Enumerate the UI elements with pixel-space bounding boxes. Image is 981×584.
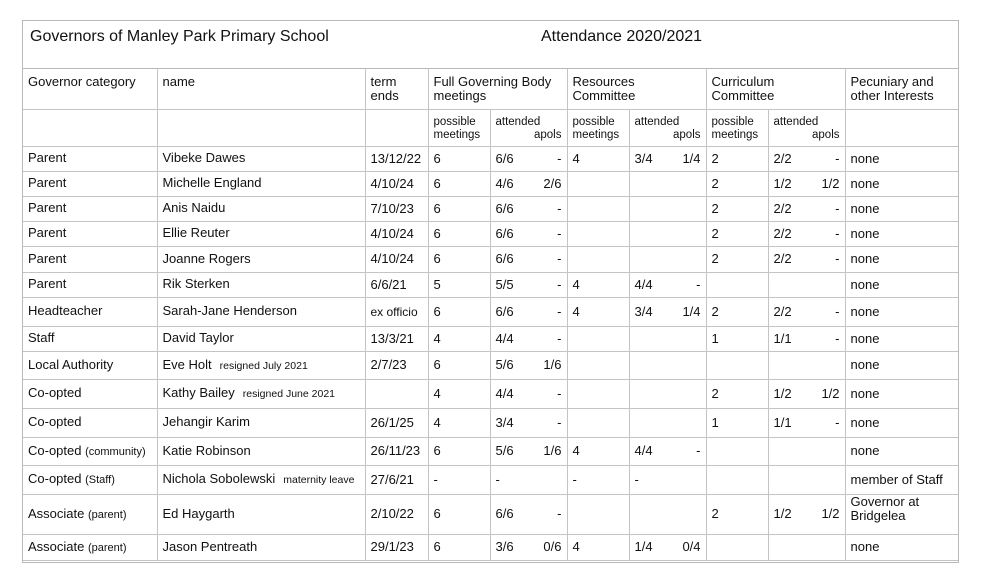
fgb-attendance bbox=[490, 326, 567, 351]
cur-possible: 2 bbox=[706, 246, 768, 272]
governor-row bbox=[23, 534, 958, 560]
pecuniary-interest: none bbox=[845, 246, 958, 272]
pecuniary-interest: none bbox=[845, 326, 958, 351]
name-text: Joanne Rogers bbox=[162, 250, 251, 266]
governor-name bbox=[157, 534, 365, 560]
subheader-row bbox=[23, 109, 958, 146]
fgb-attendance-attended: 4/4 bbox=[495, 385, 514, 401]
governor-name bbox=[157, 465, 365, 494]
cur-possible: 1 bbox=[706, 408, 768, 437]
cur-attendance bbox=[768, 196, 845, 221]
governor-row bbox=[23, 272, 958, 297]
governor-name bbox=[157, 408, 365, 437]
term-ends: 26/1/25 bbox=[365, 408, 428, 437]
cur-possible: 2 bbox=[706, 146, 768, 171]
fgb-possible: 6 bbox=[428, 494, 490, 534]
governor-row bbox=[23, 297, 958, 326]
category-qualifier: (parent) bbox=[88, 541, 127, 554]
col-governor-category: Governor category bbox=[23, 69, 157, 109]
cur-attendance-apols: - bbox=[835, 200, 840, 216]
column-header-row bbox=[23, 69, 958, 109]
pecuniary-interest: none bbox=[845, 146, 958, 171]
res-possible: - bbox=[567, 465, 629, 494]
res-attendance bbox=[629, 196, 706, 221]
pecuniary-interest: none bbox=[845, 171, 958, 196]
governor-name bbox=[157, 196, 365, 221]
res-attendance-apols: 1/4 bbox=[682, 150, 701, 166]
res-attendance-attended: 3/4 bbox=[634, 150, 653, 166]
fgb-attendance-apols: 1/6 bbox=[543, 357, 562, 372]
apols-label: apols bbox=[812, 128, 840, 141]
governor-name bbox=[157, 246, 365, 272]
cur-attendance bbox=[768, 146, 845, 171]
cur-attendance bbox=[768, 272, 845, 297]
fgb-attendance-apols: 2/6 bbox=[543, 175, 562, 191]
status-note: resigned June 2021 bbox=[242, 388, 336, 400]
attended-label: attended bbox=[634, 115, 680, 128]
governor-row bbox=[23, 196, 958, 221]
cur-possible bbox=[706, 437, 768, 465]
res-attendance bbox=[629, 351, 706, 379]
governor-category bbox=[23, 246, 157, 272]
name-text: Eve Holt bbox=[162, 356, 212, 372]
category-qualifier: (Staff) bbox=[85, 474, 115, 486]
res-attendance bbox=[629, 379, 706, 408]
cur-possible: 2 bbox=[706, 297, 768, 326]
category-text: Local Authority bbox=[28, 356, 114, 372]
fgb-attendance-apols: - bbox=[557, 276, 562, 292]
cur-attendance bbox=[768, 437, 845, 465]
term-ends: 2/10/22 bbox=[365, 494, 428, 534]
governor-row bbox=[23, 408, 958, 437]
name-text: Michelle England bbox=[162, 175, 262, 190]
subheader-empty bbox=[365, 109, 428, 146]
fgb-possible: 5 bbox=[428, 272, 490, 297]
col-full-governing-body: Full Governing Body meetings bbox=[428, 69, 567, 109]
res-possible bbox=[567, 326, 629, 351]
category-text: Co-opted bbox=[28, 442, 82, 458]
fgb-attendance-attended: 5/6 bbox=[495, 443, 514, 458]
res-possible: 4 bbox=[567, 534, 629, 560]
cur-possible: 2 bbox=[706, 494, 768, 534]
fgb-attendance-attended: 6/6 bbox=[495, 200, 514, 216]
fgb-attendance bbox=[490, 437, 567, 465]
cur-attendance-attended: 2/2 bbox=[773, 225, 792, 241]
res-attendance-attended: 3/4 bbox=[634, 303, 653, 319]
col-name: name bbox=[157, 69, 365, 109]
res-attendance bbox=[629, 297, 706, 326]
term-ends: 26/11/23 bbox=[365, 437, 428, 465]
cur-attendance-attended: 2/2 bbox=[773, 251, 792, 266]
term-ends: 4/10/24 bbox=[365, 221, 428, 246]
term-ends: 27/6/21 bbox=[365, 465, 428, 494]
cur-attendance-attended: 2/2 bbox=[773, 150, 792, 166]
pecuniary-interest: none bbox=[845, 534, 958, 560]
governor-category bbox=[23, 465, 157, 494]
category-text: Co-opted bbox=[28, 385, 82, 400]
cur-attendance-apols: 1/2 bbox=[821, 175, 840, 191]
fgb-attendance-apols: - bbox=[557, 225, 562, 241]
col-pecuniary-interests: Pecuniary and other Interests bbox=[845, 69, 958, 109]
attendance-sheet bbox=[22, 20, 959, 563]
term-ends: 2/7/23 bbox=[365, 351, 428, 379]
category-text: Co-opted bbox=[28, 414, 82, 429]
governor-category bbox=[23, 534, 157, 560]
governor-row bbox=[23, 465, 958, 494]
cur-attendance-attended: 1/2 bbox=[773, 385, 792, 401]
fgb-attendance-attended: - bbox=[495, 471, 500, 487]
governor-row bbox=[23, 146, 958, 171]
fgb-possible: 4 bbox=[428, 408, 490, 437]
res-attendance bbox=[629, 171, 706, 196]
apols-label: apols bbox=[534, 128, 562, 141]
fgb-possible: 6 bbox=[428, 534, 490, 560]
fgb-attendance bbox=[490, 221, 567, 246]
term-ends: 4/10/24 bbox=[365, 171, 428, 196]
governor-category bbox=[23, 196, 157, 221]
res-possible bbox=[567, 196, 629, 221]
name-text: Rik Sterken bbox=[162, 276, 230, 291]
status-note: resigned July 2021 bbox=[219, 359, 308, 372]
res-possible: 4 bbox=[567, 146, 629, 171]
governor-row bbox=[23, 379, 958, 408]
fgb-possible: 6 bbox=[428, 171, 490, 196]
res-possible bbox=[567, 171, 629, 196]
attendance-period: Attendance 2020/2021 bbox=[541, 28, 703, 45]
fgb-attendance-attended: 6/6 bbox=[495, 506, 514, 521]
fgb-attendance bbox=[490, 246, 567, 272]
pecuniary-interest: member of Staff bbox=[845, 465, 958, 494]
fgb-possible: 6 bbox=[428, 246, 490, 272]
category-text: Parent bbox=[28, 200, 67, 215]
name-text: Ellie Reuter bbox=[162, 225, 230, 240]
name-text: David Taylor bbox=[162, 330, 234, 345]
fgb-possible: 6 bbox=[428, 437, 490, 465]
subhdr-res-attended bbox=[629, 109, 706, 146]
pecuniary-interest: none bbox=[845, 297, 958, 326]
governor-category bbox=[23, 171, 157, 196]
governor-name bbox=[157, 297, 365, 326]
attended-label: attended bbox=[773, 115, 819, 128]
category-qualifier: (parent) bbox=[88, 508, 127, 521]
cur-possible bbox=[706, 534, 768, 560]
governor-row bbox=[23, 437, 958, 465]
term-ends: 13/3/21 bbox=[365, 326, 428, 351]
governor-name bbox=[157, 272, 365, 297]
res-attendance bbox=[629, 494, 706, 534]
cur-attendance-apols: 1/2 bbox=[821, 385, 840, 401]
cur-attendance-apols: - bbox=[835, 303, 840, 319]
fgb-attendance-apols: - bbox=[557, 150, 562, 166]
cur-attendance bbox=[768, 326, 845, 351]
pecuniary-interest: none bbox=[845, 379, 958, 408]
res-possible bbox=[567, 351, 629, 379]
res-possible bbox=[567, 408, 629, 437]
category-text: Associate bbox=[28, 538, 85, 554]
res-attendance-apols: 1/4 bbox=[682, 303, 701, 319]
term-ends: ex officio bbox=[365, 297, 428, 326]
fgb-attendance-attended: 6/6 bbox=[495, 225, 514, 241]
res-possible bbox=[567, 379, 629, 408]
governor-category bbox=[23, 297, 157, 326]
governor-category bbox=[23, 494, 157, 534]
fgb-attendance-apols: 1/6 bbox=[543, 443, 562, 458]
cur-attendance bbox=[768, 351, 845, 379]
category-text: Parent bbox=[28, 175, 67, 190]
fgb-possible: 6 bbox=[428, 146, 490, 171]
cur-attendance bbox=[768, 171, 845, 196]
fgb-attendance bbox=[490, 494, 567, 534]
term-ends: 7/10/23 bbox=[365, 196, 428, 221]
category-text: Parent bbox=[28, 250, 67, 266]
governor-category bbox=[23, 326, 157, 351]
fgb-attendance bbox=[490, 297, 567, 326]
name-text: Kathy Bailey bbox=[162, 385, 235, 400]
pecuniary-interest: Governor at Bridgelea bbox=[845, 494, 958, 534]
category-qualifier: (community) bbox=[85, 445, 146, 458]
res-attendance-attended: 1/4 bbox=[634, 539, 653, 554]
governor-name bbox=[157, 146, 365, 171]
res-possible: 4 bbox=[567, 437, 629, 465]
term-ends: 6/6/21 bbox=[365, 272, 428, 297]
col-resources-committee: Resources Committee bbox=[567, 69, 706, 109]
fgb-attendance-attended: 6/6 bbox=[495, 303, 514, 319]
res-attendance bbox=[629, 326, 706, 351]
title-bar bbox=[23, 21, 958, 69]
governor-name bbox=[157, 437, 365, 465]
cur-possible bbox=[706, 272, 768, 297]
fgb-attendance-attended: 3/6 bbox=[495, 539, 514, 554]
fgb-possible: 4 bbox=[428, 326, 490, 351]
governor-row bbox=[23, 171, 958, 196]
cur-attendance bbox=[768, 408, 845, 437]
governor-category bbox=[23, 408, 157, 437]
pecuniary-interest: none bbox=[845, 408, 958, 437]
cur-possible: 2 bbox=[706, 196, 768, 221]
cur-attendance-attended: 1/2 bbox=[773, 175, 792, 191]
governor-name bbox=[157, 326, 365, 351]
cur-attendance bbox=[768, 246, 845, 272]
name-text: Nichola Sobolewski bbox=[162, 471, 276, 486]
fgb-attendance-attended: 4/4 bbox=[495, 330, 514, 346]
cur-attendance bbox=[768, 465, 845, 494]
name-text: Jehangir Karim bbox=[162, 414, 250, 429]
res-attendance bbox=[629, 408, 706, 437]
res-attendance-apols: - bbox=[696, 276, 701, 292]
subhdr-fgb-possible: possible meetings bbox=[428, 109, 490, 146]
category-text: Staff bbox=[28, 330, 55, 345]
category-text: Co-opted bbox=[28, 471, 82, 486]
pecuniary-interest: none bbox=[845, 272, 958, 297]
subhdr-cur-possible: possible meetings bbox=[706, 109, 768, 146]
fgb-attendance-attended: 5/5 bbox=[495, 276, 514, 292]
res-attendance-apols: - bbox=[696, 443, 701, 458]
fgb-attendance bbox=[490, 351, 567, 379]
cur-attendance bbox=[768, 494, 845, 534]
term-ends: 4/10/24 bbox=[365, 246, 428, 272]
category-text: Headteacher bbox=[28, 303, 103, 318]
res-attendance bbox=[629, 246, 706, 272]
name-text: Anis Naidu bbox=[162, 200, 226, 215]
cur-attendance-apols: - bbox=[835, 251, 840, 266]
fgb-attendance-attended: 4/6 bbox=[495, 175, 514, 191]
res-attendance bbox=[629, 221, 706, 246]
fgb-attendance-apols: 0/6 bbox=[543, 539, 562, 554]
governor-rows bbox=[23, 146, 958, 560]
fgb-attendance bbox=[490, 196, 567, 221]
res-attendance bbox=[629, 146, 706, 171]
fgb-possible: - bbox=[428, 465, 490, 494]
fgb-attendance-attended: 3/4 bbox=[495, 414, 514, 430]
attended-label: attended bbox=[495, 115, 541, 128]
res-attendance-apols: 0/4 bbox=[682, 539, 701, 554]
fgb-attendance-attended: 5/6 bbox=[495, 357, 514, 372]
category-text: Parent bbox=[28, 225, 67, 240]
governor-row bbox=[23, 326, 958, 351]
subheader-empty bbox=[845, 109, 958, 146]
governor-row bbox=[23, 494, 958, 534]
fgb-attendance-apols: - bbox=[557, 414, 562, 430]
name-text: Ed Haygarth bbox=[162, 505, 235, 521]
res-possible bbox=[567, 221, 629, 246]
apols-label: apols bbox=[673, 128, 701, 141]
cur-attendance-attended: 1/1 bbox=[773, 330, 792, 346]
res-attendance bbox=[629, 437, 706, 465]
fgb-attendance-attended: 6/6 bbox=[495, 150, 514, 166]
fgb-attendance bbox=[490, 146, 567, 171]
governor-category bbox=[23, 437, 157, 465]
governor-row bbox=[23, 246, 958, 272]
cur-attendance bbox=[768, 534, 845, 560]
fgb-attendance-apols: - bbox=[557, 303, 562, 319]
fgb-possible: 6 bbox=[428, 351, 490, 379]
res-possible bbox=[567, 494, 629, 534]
cur-possible: 2 bbox=[706, 171, 768, 196]
governor-row bbox=[23, 221, 958, 246]
category-text: Parent bbox=[28, 150, 67, 165]
fgb-attendance bbox=[490, 408, 567, 437]
cur-attendance bbox=[768, 221, 845, 246]
fgb-possible: 6 bbox=[428, 196, 490, 221]
cur-possible: 2 bbox=[706, 379, 768, 408]
res-attendance bbox=[629, 534, 706, 560]
col-term-ends: term ends bbox=[365, 69, 428, 109]
cur-attendance-apols: 1/2 bbox=[821, 506, 840, 521]
cur-attendance-attended: 2/2 bbox=[773, 303, 792, 319]
subhdr-fgb-attended bbox=[490, 109, 567, 146]
attendance-table bbox=[23, 69, 958, 561]
res-attendance-attended: - bbox=[634, 471, 639, 487]
governor-name bbox=[157, 171, 365, 196]
governor-name bbox=[157, 351, 365, 379]
fgb-attendance-apols: - bbox=[557, 385, 562, 401]
subheader-empty bbox=[157, 109, 365, 146]
pecuniary-interest: none bbox=[845, 437, 958, 465]
fgb-attendance-attended: 6/6 bbox=[495, 251, 514, 266]
term-ends: 13/12/22 bbox=[365, 146, 428, 171]
governor-name bbox=[157, 379, 365, 408]
governor-category bbox=[23, 272, 157, 297]
cur-attendance bbox=[768, 297, 845, 326]
fgb-possible: 6 bbox=[428, 221, 490, 246]
res-attendance-attended: 4/4 bbox=[634, 276, 653, 292]
governor-row bbox=[23, 351, 958, 379]
term-ends: 29/1/23 bbox=[365, 534, 428, 560]
governor-category bbox=[23, 379, 157, 408]
governor-category bbox=[23, 351, 157, 379]
col-curriculum-committee: Curriculum Committee bbox=[706, 69, 845, 109]
name-text: Sarah-Jane Henderson bbox=[162, 303, 297, 318]
res-attendance bbox=[629, 272, 706, 297]
res-possible bbox=[567, 246, 629, 272]
name-text: Jason Pentreath bbox=[162, 538, 258, 554]
category-text: Parent bbox=[28, 276, 67, 291]
res-attendance-attended: 4/4 bbox=[634, 443, 653, 458]
cur-attendance-attended: 1/1 bbox=[773, 414, 792, 430]
cur-attendance-attended: 2/2 bbox=[773, 200, 792, 216]
fgb-attendance-apols: - bbox=[557, 200, 562, 216]
cur-possible: 2 bbox=[706, 221, 768, 246]
cur-attendance-apols: - bbox=[835, 414, 840, 430]
fgb-attendance bbox=[490, 272, 567, 297]
fgb-attendance-apols: - bbox=[557, 330, 562, 346]
res-possible: 4 bbox=[567, 272, 629, 297]
term-ends bbox=[365, 379, 428, 408]
pecuniary-interest: none bbox=[845, 221, 958, 246]
cur-attendance-apols: - bbox=[835, 150, 840, 166]
pecuniary-interest: none bbox=[845, 351, 958, 379]
cur-attendance-apols: - bbox=[835, 225, 840, 241]
res-attendance bbox=[629, 465, 706, 494]
fgb-possible: 6 bbox=[428, 297, 490, 326]
cur-attendance bbox=[768, 379, 845, 408]
fgb-attendance bbox=[490, 171, 567, 196]
governor-category bbox=[23, 221, 157, 246]
governor-name bbox=[157, 494, 365, 534]
name-text: Katie Robinson bbox=[162, 442, 251, 458]
cur-attendance-attended: 1/2 bbox=[773, 506, 792, 521]
fgb-attendance bbox=[490, 465, 567, 494]
pecuniary-interest: none bbox=[845, 196, 958, 221]
governor-category bbox=[23, 146, 157, 171]
cur-possible: 1 bbox=[706, 326, 768, 351]
category-text: Associate bbox=[28, 505, 85, 521]
subhdr-res-possible: possible meetings bbox=[567, 109, 629, 146]
res-possible: 4 bbox=[567, 297, 629, 326]
subheader-empty bbox=[23, 109, 157, 146]
fgb-attendance-apols: - bbox=[557, 251, 562, 266]
fgb-attendance bbox=[490, 534, 567, 560]
cur-possible bbox=[706, 465, 768, 494]
document-title: Governors of Manley Park Primary School bbox=[30, 28, 329, 45]
fgb-attendance bbox=[490, 379, 567, 408]
status-note: maternity leave bbox=[283, 474, 355, 486]
name-text: Vibeke Dawes bbox=[162, 150, 246, 165]
fgb-possible: 4 bbox=[428, 379, 490, 408]
governor-name bbox=[157, 221, 365, 246]
subhdr-cur-attended bbox=[768, 109, 845, 146]
fgb-attendance-apols: - bbox=[557, 506, 562, 521]
cur-attendance-apols: - bbox=[835, 330, 840, 346]
cur-possible bbox=[706, 351, 768, 379]
